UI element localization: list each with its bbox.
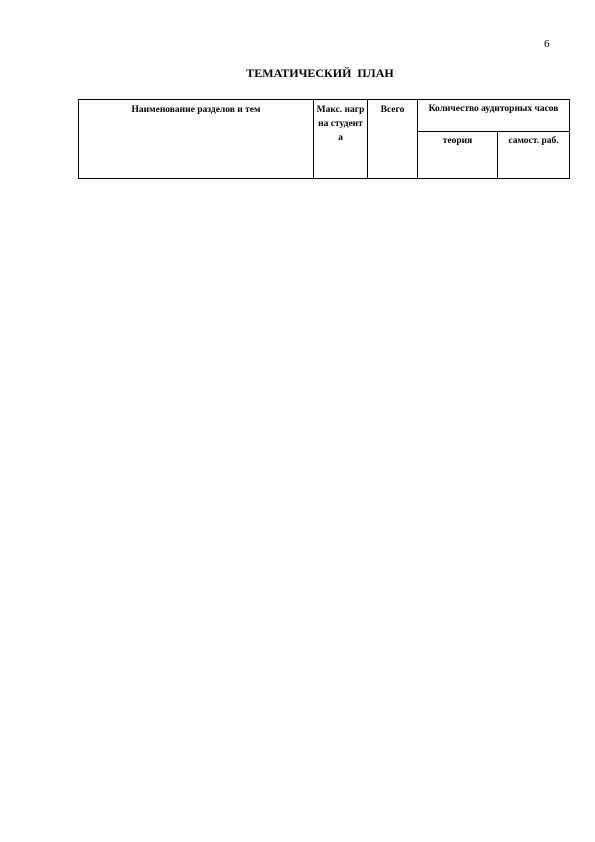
header-classroom-hours: Количество аудиторных часов: [418, 99, 570, 132]
header-self-work: самост. раб.: [498, 132, 570, 179]
document-title: ТЕМАТИЧЕСКИЙ ПЛАН: [246, 66, 394, 80]
header-theory: теория: [418, 132, 498, 179]
thematic-plan-table: [78, 99, 570, 179]
header-section-name: Наименование разделов и тем: [78, 99, 314, 179]
page-number: 6: [544, 38, 550, 50]
header-max-load: Макс. нагр на студент а: [314, 99, 368, 179]
header-total: Всего: [368, 99, 418, 179]
